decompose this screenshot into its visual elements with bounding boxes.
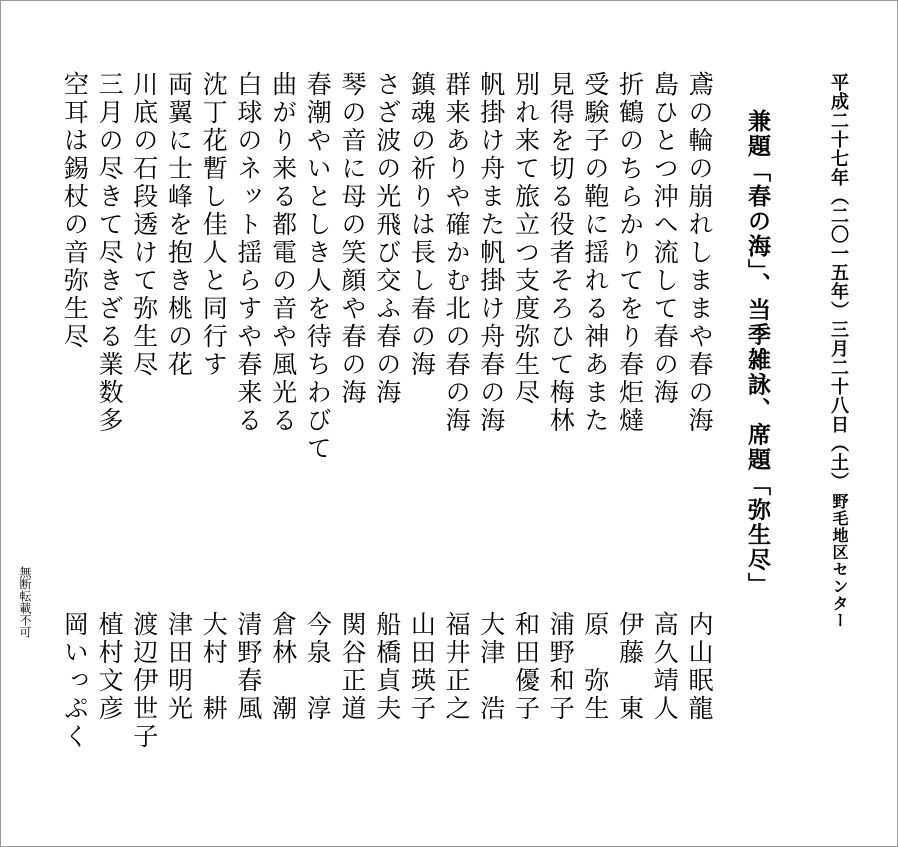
theme-line: 兼題「春の海」、当季雑詠、席題「弥生尽」: [744, 109, 771, 598]
haiku-author: 船橋貞夫: [372, 611, 402, 723]
haiku-author: 今泉 淳: [303, 611, 333, 723]
haiku-author: 原 弥生: [580, 611, 610, 723]
haiku-text: 別れ来て旅立つ支度弥生尽: [511, 71, 541, 407]
haiku-author: 浦野和子: [546, 611, 576, 723]
haiku-text: 島ひとつ沖へ流して春の海: [650, 71, 680, 407]
haiku-text: 鎮魂の祈りは長し春の海: [407, 71, 437, 379]
haiku-author: 津田明光: [164, 611, 194, 723]
haiku-author: 高久靖人: [650, 611, 680, 723]
haiku-text: 曲がり来る都電の音や風光る: [268, 71, 298, 435]
haiku-text: 白球のネット揺らすや春来る: [233, 71, 263, 435]
venue-name: 野毛地区センター: [830, 493, 849, 629]
haiku-text: 帆掛け舟また帆掛け舟春の海: [476, 71, 506, 435]
haiku-author: 大津 浩: [476, 611, 506, 723]
haiku-author: 清野春風: [233, 611, 263, 723]
haiku-author: 大村 耕: [199, 611, 229, 723]
haiku-text: 両翼に士峰を抱き桃の花: [164, 71, 194, 379]
haiku-text: 見得を切る役者そろひて梅林: [546, 71, 576, 435]
haiku-text: 琴の音に母の笑顔や春の海: [338, 71, 367, 407]
haiku-author: 福井正之: [442, 611, 472, 723]
haiku-text: 川底の石段透けて弥生尽: [129, 71, 159, 379]
haiku-text: 春潮やいとしき人を待ちわびて: [303, 71, 333, 463]
haiku-text: 折鶴のちらかりてをり春炬燵: [615, 71, 645, 435]
haiku-author: 山田瑛子: [407, 611, 437, 723]
haiku-text: 空耳は錫杖の音弥生尽: [60, 71, 90, 351]
haiku-author: 倉林 潮: [268, 611, 298, 723]
meeting-date: 平成二十七年（二〇一五年）三月二十八日（土）: [828, 73, 849, 491]
haiku-author: 伊藤 東: [615, 611, 645, 723]
haiku-text: 群来ありや確かむ北の春の海: [442, 71, 472, 435]
haiku-author: 植村文彦: [95, 611, 125, 723]
haiku-text: 沈丁花暫し佳人と同行す: [199, 71, 229, 379]
haiku-author: 岡いっぷく: [60, 611, 90, 751]
haiku-author: 渡辺伊世子: [129, 611, 159, 751]
haiku-text: 三月の尽きて尽きざる業数多: [95, 71, 125, 435]
copyright-notice: 無断転載不可: [18, 566, 32, 638]
haiku-text: 鳶の輪の崩れしままや春の海: [685, 71, 714, 435]
haiku-author: 和田優子: [511, 611, 541, 723]
haiku-text: 受験子の鞄に揺れる神あまた: [580, 71, 610, 435]
haiku-author: 関谷正道: [338, 611, 367, 723]
haiku-text: さざ波の光飛び交ふ春の海: [372, 71, 402, 407]
haiku-author: 内山眠龍: [685, 611, 714, 723]
